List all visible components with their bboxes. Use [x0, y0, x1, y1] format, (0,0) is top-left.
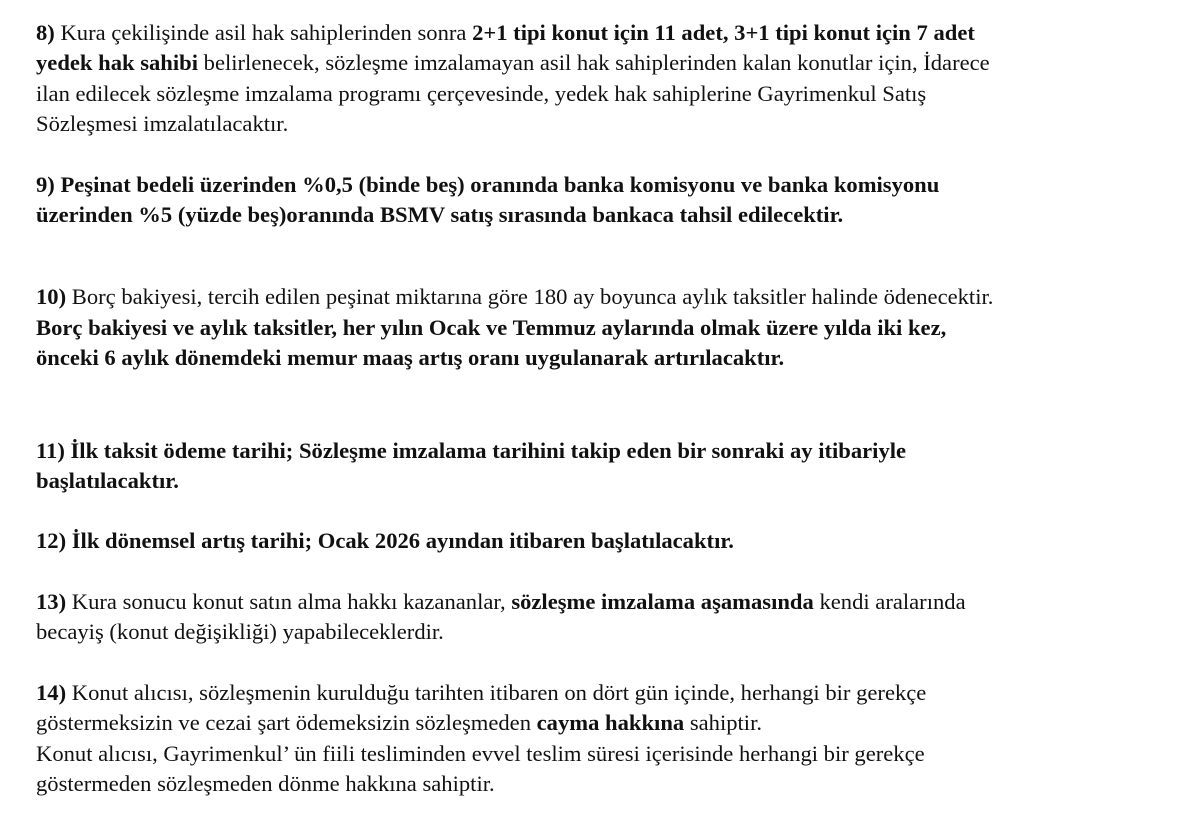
item-number: 10) — [36, 284, 67, 310]
paragraph-spacer — [36, 496, 1176, 526]
text-run: göstermeksizin ve cezai şart ödemeksizin sözleşmeden — [36, 710, 537, 736]
bold-run: sözleşme imzalama aşamasında — [511, 588, 814, 614]
bold-run: yedek hak sahibi — [36, 50, 198, 76]
paragraph-spacer — [36, 557, 1176, 587]
paragraph-line — [36, 200, 1176, 230]
bold-run: üzerinden %5 (yüzde beş)oranında BSMV satış sırasında bankaca tahsil edilecektir. — [36, 202, 844, 228]
paragraph-spacer — [36, 374, 1176, 436]
paragraph-spacer — [36, 230, 1176, 282]
paragraph-line — [36, 109, 1176, 139]
paragraph-line — [36, 343, 1176, 373]
item-number: 14) — [36, 679, 67, 705]
bold-run: Borç bakiyesi ve aylık taksitler, her yılın Ocak ve Temmuz aylarında olmak üzere yılda iki kez, — [36, 314, 947, 340]
text-run: Sözleşmesi imzalatılacaktır. — [36, 111, 289, 137]
paragraph-8 — [36, 18, 1176, 140]
text-run: kendi aralarında — [813, 588, 966, 614]
bold-run: 9) Peşinat bedeli üzerinden %0,5 (binde beş) oranında banka komisyonu ve banka komisyonu — [36, 171, 940, 197]
text-run: ilan edilecek sözleşme imzalama programı çerçevesinde, yedek hak sahiplerine Gayrimenkul Satış — [36, 80, 927, 106]
paragraph-line — [36, 48, 1176, 78]
paragraph-line — [36, 587, 1176, 617]
text-run: Konut alıcısı, sözleşmenin kurulduğu tarihten itibaren on dört gün içinde, herhangi bir gerekçe — [66, 679, 927, 705]
text-run: Borç bakiyesi, tercih edilen peşinat miktarına göre 180 ay boyunca aylık taksitler halinde ödenecektir. — [66, 284, 994, 310]
text-run: belirlenecek, sözleşme imzalamayan asil hak sahiplerinden kalan konutlar için, İdarece — [198, 50, 990, 76]
paragraph-spacer — [36, 140, 1176, 170]
text-run: Kura sonucu konut satın alma hakkı kazananlar, — [66, 588, 512, 614]
item-number: 8) — [36, 20, 55, 45]
paragraph-line — [36, 18, 1176, 48]
paragraph-line — [36, 617, 1176, 647]
item-number: 13) — [36, 588, 67, 614]
paragraph-spacer — [36, 648, 1176, 678]
paragraph-line — [36, 708, 1176, 738]
paragraph-line — [36, 313, 1176, 343]
paragraph-14 — [36, 678, 1176, 800]
bold-run: başlatılacaktır. — [36, 468, 179, 494]
paragraph-line — [36, 769, 1176, 799]
paragraph-line — [36, 739, 1176, 769]
paragraph-11 — [36, 436, 1176, 497]
paragraph-13 — [36, 587, 1176, 648]
paragraph-line — [36, 466, 1176, 496]
bold-run: 2+1 tipi konut için 11 adet, 3+1 tipi konut için 7 adet — [472, 20, 975, 45]
text-run: Kura çekilişinde asil hak sahiplerinden sonra — [54, 20, 473, 45]
paragraph-12 — [36, 526, 1176, 556]
document-page — [36, 18, 1176, 799]
bold-run: cayma hakkına — [536, 710, 685, 736]
paragraph-10 — [36, 282, 1176, 373]
paragraph-line — [36, 282, 1176, 312]
paragraph-line — [36, 436, 1176, 466]
bold-run: önceki 6 aylık dönemdeki memur maaş artış oranı uygulanarak artırılacaktır. — [36, 345, 785, 371]
paragraph-line — [36, 170, 1176, 200]
paragraph-9 — [36, 170, 1176, 231]
text-run: Konut alıcısı, Gayrimenkul’ ün fiili tesliminden evvel teslim süresi içerisinde herhangi bir gerekçe — [36, 740, 925, 766]
paragraph-line — [36, 526, 1176, 556]
text-run: sahiptir. — [684, 710, 763, 736]
bold-run: 12) İlk dönemsel artış tarihi; Ocak 2026 ayından itibaren başlatılacaktır. — [36, 528, 734, 554]
bold-run: 11) İlk taksit ödeme tarihi; Sözleşme imzalama tarihini takip eden bir sonraki ay itibariyle — [36, 437, 907, 463]
paragraph-line — [36, 678, 1176, 708]
text-run: becayiş (konut değişikliği) yapabileceklerdir. — [36, 619, 444, 645]
paragraph-line — [36, 79, 1176, 109]
text-run: göstermeden sözleşmeden dönme hakkına sahiptir. — [36, 770, 495, 796]
